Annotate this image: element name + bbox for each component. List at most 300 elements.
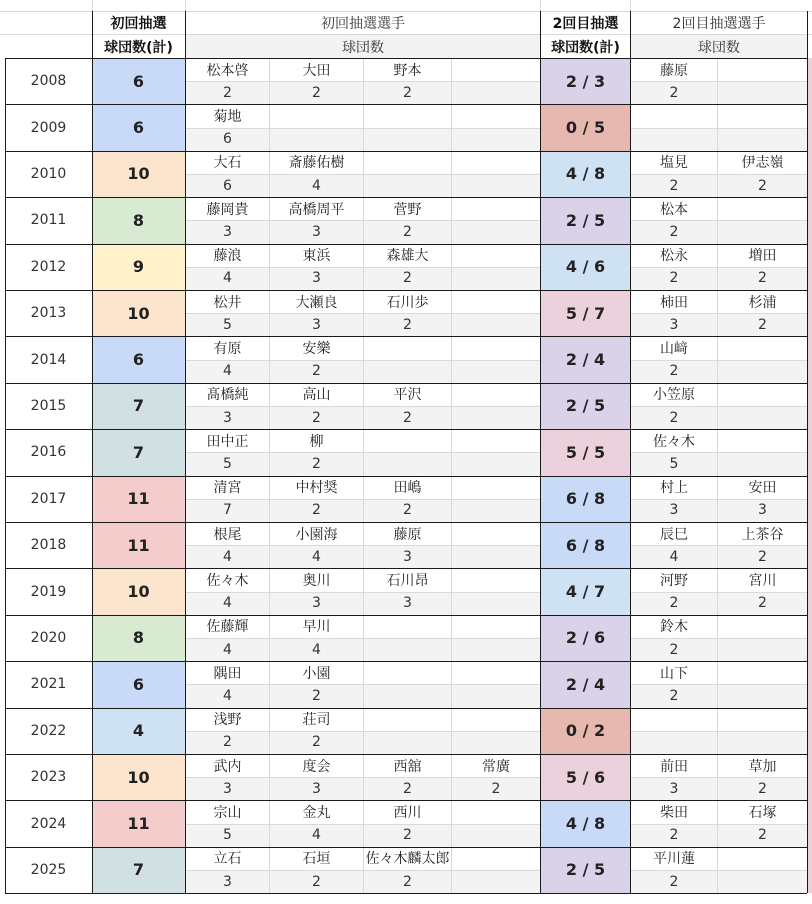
first-player-name-cell[interactable] xyxy=(452,104,540,127)
first-player-count-cell[interactable]: 2 xyxy=(270,684,363,707)
first-player-name-cell[interactable] xyxy=(452,336,540,359)
year-cell[interactable]: 2015 xyxy=(30,397,67,414)
first-player-count-cell[interactable]: 5 xyxy=(186,452,269,475)
first-player-count-cell[interactable]: 4 xyxy=(270,824,363,847)
first-player-name-cell[interactable]: 石川昂 xyxy=(386,572,429,589)
first-player-name-cell[interactable]: 佐々木麟太郎 xyxy=(365,851,450,868)
grid-line xyxy=(5,847,807,848)
grid-line xyxy=(631,313,807,314)
header-second-lottery-bottom[interactable]: 球団数(計) xyxy=(551,39,620,56)
first-player-count-cell[interactable]: 3 xyxy=(186,870,269,893)
first-player-count-cell[interactable]: 3 xyxy=(364,592,451,615)
first-player-count-cell[interactable]: 3 xyxy=(186,777,269,800)
first-player-name-cell[interactable]: 浅野 xyxy=(213,712,242,729)
first-player-count-cell[interactable]: 4 xyxy=(186,360,269,383)
second-player-name-cell[interactable] xyxy=(718,336,807,359)
year-cell[interactable]: 2010 xyxy=(30,165,67,182)
second-player-name-cell[interactable]: 藤原 xyxy=(660,62,688,79)
first-player-count-cell[interactable] xyxy=(364,174,451,197)
second-lottery-ratio-cell[interactable]: 4 / 8 xyxy=(541,151,630,197)
first-player-count-cell[interactable] xyxy=(452,824,540,847)
second-player-name-cell[interactable]: 塩見 xyxy=(660,155,688,172)
grid-line xyxy=(631,499,807,500)
first-lottery-total-cell[interactable]: 8 xyxy=(92,197,185,243)
first-player-name-cell[interactable]: 松本啓 xyxy=(206,62,249,79)
first-player-name-cell[interactable] xyxy=(364,661,451,684)
first-lottery-total-cell[interactable]: 11 xyxy=(92,522,185,568)
first-player-name-cell[interactable] xyxy=(452,244,540,267)
second-player-count-cell[interactable] xyxy=(718,684,807,707)
first-player-count-cell[interactable]: 2 xyxy=(364,81,451,104)
second-lottery-ratio-cell[interactable]: 4 / 6 xyxy=(541,244,630,290)
first-player-count-cell[interactable]: 3 xyxy=(270,592,363,615)
first-lottery-total-cell[interactable]: 7 xyxy=(92,429,185,475)
grid-line xyxy=(631,824,807,825)
first-player-count-cell[interactable]: 6 xyxy=(186,174,269,197)
first-player-name-cell[interactable]: 武内 xyxy=(213,758,242,775)
first-player-name-cell[interactable]: 田嶋 xyxy=(393,480,422,497)
first-player-count-cell[interactable] xyxy=(452,174,540,197)
first-player-count-cell[interactable] xyxy=(452,870,540,893)
first-lottery-total-cell[interactable]: 10 xyxy=(92,290,185,336)
first-player-count-cell[interactable]: 3 xyxy=(270,313,363,336)
first-player-name-cell[interactable]: 松井 xyxy=(213,294,242,311)
first-player-count-cell[interactable]: 4 xyxy=(270,174,363,197)
first-player-name-cell[interactable] xyxy=(364,708,451,731)
second-lottery-ratio-cell[interactable]: 5 / 5 xyxy=(541,429,630,475)
first-player-name-cell[interactable] xyxy=(452,290,540,313)
first-player-count-cell[interactable]: 2 xyxy=(270,406,363,429)
second-player-count-cell[interactable] xyxy=(631,731,717,754)
first-lottery-total-cell[interactable]: 10 xyxy=(92,754,185,800)
second-lottery-ratio-cell[interactable]: 2 / 4 xyxy=(541,336,630,382)
first-player-count-cell[interactable] xyxy=(364,638,451,661)
grid-line xyxy=(631,81,807,82)
first-player-count-cell[interactable]: 2 xyxy=(186,731,269,754)
grid-line xyxy=(5,429,807,430)
second-player-count-cell[interactable] xyxy=(631,128,717,151)
first-player-count-cell[interactable] xyxy=(452,220,540,243)
first-player-count-cell[interactable] xyxy=(364,452,451,475)
first-player-name-cell[interactable]: 田中正 xyxy=(206,433,249,450)
grid-line xyxy=(5,58,6,893)
first-player-count-cell[interactable]: 2 xyxy=(364,777,451,800)
first-player-count-cell[interactable]: 3 xyxy=(270,777,363,800)
year-cell[interactable]: 2014 xyxy=(30,351,67,368)
first-player-count-cell[interactable]: 6 xyxy=(186,128,269,151)
first-player-name-cell[interactable]: 西舘 xyxy=(393,758,422,775)
second-player-name-cell[interactable] xyxy=(718,383,807,406)
second-player-count-cell[interactable]: 2 xyxy=(631,360,717,383)
grid-line xyxy=(5,568,807,569)
first-player-name-cell[interactable] xyxy=(270,104,363,127)
first-player-name-cell[interactable]: 石川歩 xyxy=(386,294,429,311)
second-player-count-cell[interactable] xyxy=(718,731,807,754)
first-player-name-cell[interactable] xyxy=(452,429,540,452)
first-player-count-cell[interactable] xyxy=(364,684,451,707)
second-player-name-cell[interactable]: 増田 xyxy=(748,248,777,265)
first-player-name-cell[interactable]: 髙橋純 xyxy=(206,387,249,404)
second-player-count-cell[interactable] xyxy=(718,406,807,429)
first-player-name-cell[interactable]: 小園海 xyxy=(295,526,338,543)
second-lottery-ratio-cell[interactable]: 4 / 7 xyxy=(541,568,630,614)
first-player-name-cell[interactable]: 藤原 xyxy=(393,526,422,543)
second-player-count-cell[interactable] xyxy=(718,128,807,151)
first-player-name-cell[interactable]: 立石 xyxy=(213,851,242,868)
second-player-count-cell[interactable]: 2 xyxy=(631,592,717,615)
first-player-name-cell[interactable]: 大瀬良 xyxy=(295,294,338,311)
grid-line xyxy=(185,0,186,11)
first-player-name-cell[interactable]: 根尾 xyxy=(213,526,242,543)
first-player-name-cell[interactable]: 安樂 xyxy=(302,340,331,357)
first-player-count-cell[interactable]: 4 xyxy=(186,638,269,661)
first-player-count-cell[interactable]: 2 xyxy=(270,81,363,104)
second-lottery-ratio-cell[interactable]: 2 / 5 xyxy=(541,383,630,429)
first-player-name-cell[interactable]: 金丸 xyxy=(302,804,331,821)
first-player-name-cell[interactable] xyxy=(452,708,540,731)
first-player-count-cell[interactable] xyxy=(452,267,540,290)
second-player-name-cell[interactable] xyxy=(718,615,807,638)
first-player-count-cell[interactable] xyxy=(452,406,540,429)
first-player-name-cell[interactable]: 佐々木 xyxy=(206,572,249,589)
second-player-name-cell[interactable]: 鈴木 xyxy=(660,619,688,636)
second-player-count-cell[interactable]: 2 xyxy=(718,592,807,615)
first-player-count-cell[interactable]: 3 xyxy=(186,220,269,243)
second-player-name-cell[interactable] xyxy=(631,708,717,731)
second-player-count-cell[interactable]: 2 xyxy=(631,220,717,243)
grid-line xyxy=(631,638,807,639)
second-lottery-ratio-cell[interactable]: 2 / 6 xyxy=(541,615,630,661)
first-player-count-cell[interactable]: 3 xyxy=(364,545,451,568)
first-player-name-cell[interactable]: 小園 xyxy=(302,665,331,682)
year-cell[interactable]: 2013 xyxy=(30,305,67,322)
second-player-name-cell[interactable]: 杉浦 xyxy=(748,294,777,311)
year-cell[interactable]: 2018 xyxy=(30,537,67,554)
first-player-count-cell[interactable] xyxy=(452,499,540,522)
first-player-name-cell[interactable]: 大田 xyxy=(302,62,331,79)
first-player-count-cell[interactable]: 4 xyxy=(186,545,269,568)
first-player-name-cell[interactable] xyxy=(364,336,451,359)
grid-line xyxy=(631,452,807,453)
second-player-count-cell[interactable] xyxy=(718,360,807,383)
first-player-count-cell[interactable]: 3 xyxy=(186,406,269,429)
first-player-name-cell[interactable] xyxy=(452,476,540,499)
first-player-name-cell[interactable]: 藤浪 xyxy=(213,248,242,265)
first-lottery-total-cell[interactable]: 6 xyxy=(92,104,185,150)
first-player-name-cell[interactable]: 平沢 xyxy=(393,387,422,404)
second-player-count-cell[interactable]: 2 xyxy=(631,870,717,893)
header-second-players-top[interactable]: 2回目抽選選手 xyxy=(672,15,766,32)
first-player-name-cell[interactable]: 常廣 xyxy=(482,758,510,775)
first-player-name-cell[interactable] xyxy=(452,197,540,220)
grid-line xyxy=(631,267,807,268)
second-lottery-ratio-cell[interactable]: 2 / 5 xyxy=(541,197,630,243)
first-player-name-cell[interactable] xyxy=(452,58,540,81)
first-player-name-cell[interactable] xyxy=(452,568,540,591)
first-player-count-cell[interactable]: 2 xyxy=(270,731,363,754)
second-player-name-cell[interactable]: 草加 xyxy=(748,758,777,775)
second-player-count-cell[interactable]: 2 xyxy=(631,684,717,707)
first-player-count-cell[interactable]: 2 xyxy=(452,777,540,800)
first-player-count-cell[interactable]: 3 xyxy=(270,267,363,290)
first-player-count-cell[interactable]: 3 xyxy=(270,220,363,243)
first-player-name-cell[interactable]: 西川 xyxy=(393,804,422,821)
first-player-count-cell[interactable] xyxy=(270,128,363,151)
first-player-count-cell[interactable]: 2 xyxy=(364,406,451,429)
year-cell[interactable]: 2016 xyxy=(30,444,67,461)
second-player-name-cell[interactable]: 石塚 xyxy=(748,804,777,821)
second-player-name-cell[interactable] xyxy=(718,847,807,870)
second-player-count-cell[interactable]: 2 xyxy=(631,267,717,290)
first-player-name-cell[interactable]: 宗山 xyxy=(213,804,242,821)
second-player-count-cell[interactable]: 4 xyxy=(631,545,717,568)
second-player-count-cell[interactable] xyxy=(718,870,807,893)
second-player-count-cell[interactable]: 2 xyxy=(631,638,717,661)
first-lottery-total-cell[interactable]: 6 xyxy=(92,336,185,382)
first-player-count-cell[interactable] xyxy=(364,731,451,754)
year-cell[interactable]: 2022 xyxy=(30,722,67,739)
first-player-name-cell[interactable]: 菊地 xyxy=(213,108,242,125)
second-player-count-cell[interactable] xyxy=(718,452,807,475)
first-player-count-cell[interactable]: 2 xyxy=(364,313,451,336)
first-player-count-cell[interactable] xyxy=(452,128,540,151)
first-player-name-cell[interactable]: 中村奨 xyxy=(295,480,338,497)
first-lottery-total-cell[interactable]: 10 xyxy=(92,568,185,614)
year-cell[interactable]: 2025 xyxy=(30,861,67,878)
first-lottery-total-cell[interactable]: 4 xyxy=(92,708,185,754)
second-player-name-cell[interactable] xyxy=(718,58,807,81)
year-cell[interactable]: 2012 xyxy=(30,258,67,275)
header-first-players-top[interactable]: 初回抽選選手 xyxy=(321,15,405,32)
second-player-name-cell[interactable] xyxy=(718,661,807,684)
first-player-name-cell[interactable] xyxy=(364,615,451,638)
second-player-name-cell[interactable]: 松本 xyxy=(660,201,688,218)
first-player-name-cell[interactable] xyxy=(452,847,540,870)
first-player-name-cell[interactable]: 隅田 xyxy=(213,665,242,682)
first-player-name-cell[interactable] xyxy=(364,151,451,174)
first-player-name-cell[interactable]: 斎藤佑樹 xyxy=(288,155,345,172)
first-player-count-cell[interactable] xyxy=(452,592,540,615)
first-player-count-cell[interactable]: 4 xyxy=(186,267,269,290)
first-player-count-cell[interactable]: 4 xyxy=(186,684,269,707)
first-lottery-total-cell[interactable]: 10 xyxy=(92,151,185,197)
first-player-count-cell[interactable]: 2 xyxy=(364,870,451,893)
header-first-lottery-top[interactable]: 初回抽選 xyxy=(110,15,167,32)
first-lottery-total-cell[interactable]: 8 xyxy=(92,615,185,661)
grid-line xyxy=(631,174,807,175)
first-player-name-cell[interactable]: 柳 xyxy=(309,433,324,450)
second-player-count-cell[interactable]: 2 xyxy=(718,545,807,568)
first-lottery-total-cell[interactable]: 6 xyxy=(92,661,185,707)
second-player-name-cell[interactable]: 柿田 xyxy=(660,294,688,311)
first-player-count-cell[interactable]: 2 xyxy=(364,499,451,522)
first-player-name-cell[interactable]: 東浜 xyxy=(302,248,331,265)
second-player-count-cell[interactable]: 3 xyxy=(631,499,717,522)
first-player-name-cell[interactable]: 清宮 xyxy=(213,480,242,497)
grid-line xyxy=(0,34,812,35)
second-player-count-cell[interactable]: 3 xyxy=(631,777,717,800)
first-player-name-cell[interactable]: 石垣 xyxy=(302,851,331,868)
first-player-count-cell[interactable]: 2 xyxy=(364,824,451,847)
first-player-count-cell[interactable]: 2 xyxy=(270,452,363,475)
second-player-name-cell[interactable] xyxy=(631,104,717,127)
second-player-name-cell[interactable]: 辰巳 xyxy=(660,526,688,543)
second-lottery-ratio-cell[interactable]: 5 / 7 xyxy=(541,290,630,336)
grid-line xyxy=(631,592,807,593)
second-player-count-cell[interactable]: 5 xyxy=(631,452,717,475)
second-player-count-cell[interactable]: 2 xyxy=(718,824,807,847)
first-player-count-cell[interactable]: 5 xyxy=(186,313,269,336)
year-cell[interactable]: 2021 xyxy=(30,676,67,693)
second-player-name-cell[interactable] xyxy=(718,429,807,452)
grid-line xyxy=(5,708,807,709)
grid-line xyxy=(5,800,807,801)
second-player-name-cell[interactable]: 山下 xyxy=(660,665,688,682)
first-lottery-total-cell[interactable]: 11 xyxy=(92,800,185,846)
grid-line xyxy=(5,754,807,755)
first-player-name-cell[interactable]: 有原 xyxy=(213,340,242,357)
second-player-count-cell[interactable]: 2 xyxy=(631,81,717,104)
first-player-count-cell[interactable]: 5 xyxy=(186,824,269,847)
year-cell[interactable]: 2011 xyxy=(30,212,67,229)
second-player-count-cell[interactable]: 2 xyxy=(718,313,807,336)
first-player-name-cell[interactable]: 度会 xyxy=(302,758,331,775)
second-player-count-cell[interactable]: 3 xyxy=(718,499,807,522)
second-player-count-cell[interactable]: 2 xyxy=(718,267,807,290)
first-player-name-cell[interactable] xyxy=(452,800,540,823)
header-second-lottery-top[interactable]: 2回目抽選 xyxy=(552,15,619,32)
first-player-name-cell[interactable] xyxy=(452,522,540,545)
second-player-name-cell[interactable]: 山﨑 xyxy=(660,340,688,357)
second-lottery-ratio-cell[interactable]: 6 / 8 xyxy=(541,476,630,522)
first-player-count-cell[interactable] xyxy=(452,313,540,336)
first-player-name-cell[interactable]: 早川 xyxy=(302,619,331,636)
first-player-count-cell[interactable] xyxy=(452,731,540,754)
grid-line xyxy=(631,684,807,685)
grid-line xyxy=(0,11,812,12)
second-lottery-ratio-cell[interactable]: 2 / 4 xyxy=(541,661,630,707)
first-player-count-cell[interactable]: 2 xyxy=(270,870,363,893)
second-player-count-cell[interactable]: 2 xyxy=(631,824,717,847)
first-player-count-cell[interactable]: 2 xyxy=(270,360,363,383)
first-player-name-cell[interactable]: 高山 xyxy=(302,387,331,404)
first-player-name-cell[interactable] xyxy=(364,429,451,452)
second-player-count-cell[interactable] xyxy=(718,220,807,243)
second-player-name-cell[interactable]: 平川蓮 xyxy=(653,851,695,868)
first-player-count-cell[interactable] xyxy=(364,128,451,151)
second-player-count-cell[interactable] xyxy=(718,81,807,104)
first-player-name-cell[interactable]: 野本 xyxy=(393,62,422,79)
second-lottery-ratio-cell[interactable]: 6 / 8 xyxy=(541,522,630,568)
first-lottery-total-cell[interactable]: 11 xyxy=(92,476,185,522)
first-player-name-cell[interactable]: 藤岡貴 xyxy=(206,201,249,218)
year-cell[interactable]: 2017 xyxy=(30,490,67,507)
second-player-name-cell[interactable]: 河野 xyxy=(660,572,688,589)
second-player-name-cell[interactable]: 安田 xyxy=(748,480,777,497)
first-lottery-total-cell[interactable]: 9 xyxy=(92,244,185,290)
first-player-count-cell[interactable] xyxy=(452,452,540,475)
second-lottery-ratio-cell[interactable]: 2 / 3 xyxy=(541,58,630,104)
second-player-count-cell[interactable] xyxy=(718,638,807,661)
first-player-name-cell[interactable]: 森雄大 xyxy=(386,248,429,265)
first-player-count-cell[interactable] xyxy=(452,360,540,383)
first-player-count-cell[interactable] xyxy=(452,638,540,661)
second-lottery-ratio-cell[interactable]: 2 / 5 xyxy=(541,847,630,893)
second-lottery-ratio-cell[interactable]: 5 / 6 xyxy=(541,754,630,800)
second-player-count-cell[interactable]: 2 xyxy=(718,777,807,800)
first-player-count-cell[interactable]: 7 xyxy=(186,499,269,522)
second-lottery-ratio-cell[interactable]: 0 / 2 xyxy=(541,708,630,754)
second-player-name-cell[interactable] xyxy=(718,104,807,127)
year-cell[interactable]: 2020 xyxy=(30,629,67,646)
first-player-count-cell[interactable]: 2 xyxy=(186,81,269,104)
first-player-name-cell[interactable]: 菅野 xyxy=(393,201,422,218)
first-player-count-cell[interactable]: 2 xyxy=(270,499,363,522)
first-player-count-cell[interactable] xyxy=(452,684,540,707)
year-cell[interactable]: 2008 xyxy=(30,73,67,90)
header-second-players-bottom[interactable]: 球団数 xyxy=(631,35,807,58)
second-player-name-cell[interactable]: 小笠原 xyxy=(653,387,695,404)
first-lottery-total-cell[interactable]: 6 xyxy=(92,58,185,104)
first-player-count-cell[interactable] xyxy=(364,360,451,383)
header-first-lottery-bottom[interactable]: 球団数(計) xyxy=(104,39,173,56)
first-player-count-cell[interactable]: 4 xyxy=(270,545,363,568)
first-player-name-cell[interactable] xyxy=(364,104,451,127)
grid-line xyxy=(5,244,807,245)
first-lottery-total-cell[interactable]: 7 xyxy=(92,847,185,893)
first-player-name-cell[interactable]: 荘司 xyxy=(302,712,331,729)
first-player-name-cell[interactable] xyxy=(452,151,540,174)
first-player-name-cell[interactable]: 奥川 xyxy=(302,572,331,589)
second-player-name-cell[interactable]: 松永 xyxy=(660,248,688,265)
year-cell[interactable]: 2009 xyxy=(30,119,67,136)
first-player-name-cell[interactable]: 大石 xyxy=(213,155,242,172)
first-player-count-cell[interactable]: 4 xyxy=(270,638,363,661)
second-player-name-cell[interactable]: 村上 xyxy=(660,480,688,497)
first-player-count-cell[interactable]: 2 xyxy=(364,220,451,243)
first-lottery-total-cell[interactable]: 7 xyxy=(92,383,185,429)
first-player-name-cell[interactable] xyxy=(452,383,540,406)
first-player-count-cell[interactable]: 4 xyxy=(186,592,269,615)
second-player-name-cell[interactable]: 上茶谷 xyxy=(741,526,784,543)
second-player-name-cell[interactable]: 前田 xyxy=(660,758,688,775)
first-player-name-cell[interactable] xyxy=(452,661,540,684)
grid-line xyxy=(5,151,807,152)
year-cell[interactable]: 2023 xyxy=(30,769,67,786)
first-player-name-cell[interactable]: 高橋周平 xyxy=(288,201,345,218)
second-player-name-cell[interactable] xyxy=(718,708,807,731)
second-player-name-cell[interactable]: 佐々木 xyxy=(653,433,695,450)
second-lottery-ratio-cell[interactable]: 0 / 5 xyxy=(541,104,630,150)
second-player-count-cell[interactable]: 2 xyxy=(631,174,717,197)
second-player-count-cell[interactable]: 2 xyxy=(631,406,717,429)
header-first-players-bottom[interactable]: 球団数 xyxy=(186,35,540,58)
year-cell[interactable]: 2019 xyxy=(30,583,67,600)
first-player-count-cell[interactable] xyxy=(452,545,540,568)
first-player-name-cell[interactable]: 佐藤輝 xyxy=(206,619,249,636)
year-cell[interactable]: 2024 xyxy=(30,815,67,832)
first-player-count-cell[interactable] xyxy=(452,81,540,104)
second-lottery-ratio-cell[interactable]: 4 / 8 xyxy=(541,800,630,846)
second-player-count-cell[interactable]: 3 xyxy=(631,313,717,336)
second-player-name-cell[interactable]: 伊志嶺 xyxy=(741,155,784,172)
first-player-count-cell[interactable]: 2 xyxy=(364,267,451,290)
first-player-name-cell[interactable] xyxy=(452,615,540,638)
second-player-count-cell[interactable]: 2 xyxy=(718,174,807,197)
second-player-name-cell[interactable] xyxy=(718,197,807,220)
second-player-name-cell[interactable]: 柴田 xyxy=(660,804,688,821)
second-player-name-cell[interactable]: 宮川 xyxy=(748,572,777,589)
